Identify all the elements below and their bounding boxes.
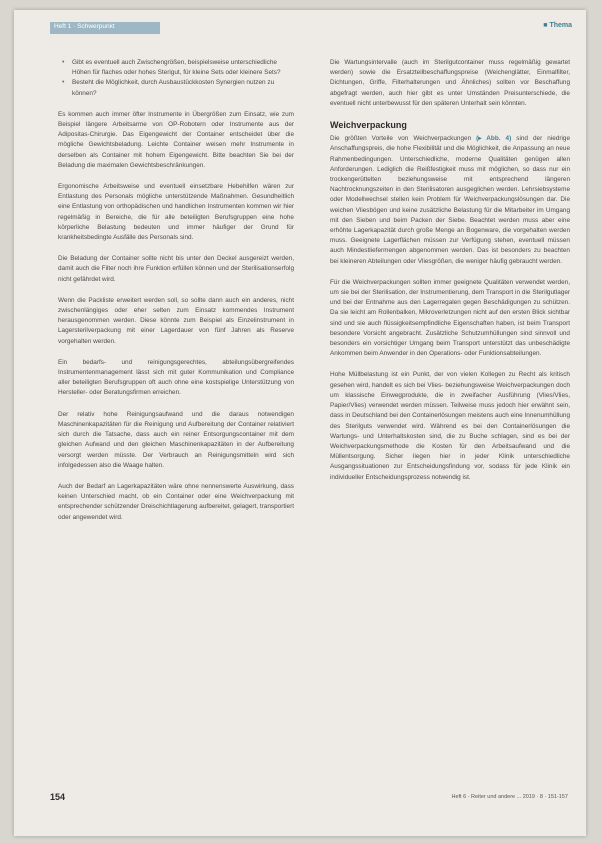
right-column <box>330 58 570 494</box>
figure-reference-link[interactable]: (▸ Abb. 4) <box>476 135 512 143</box>
paragraph-lead: Die größten Vorteile von Weichverpackungen <box>330 135 472 143</box>
bullet-list <box>58 58 294 99</box>
paragraph: Die Beladung der Container sollte nicht bis unter den Deckel ausgereizt werden, damit auch die Filter noch ihre Funktion erfüllen können und der Sterilisationserfolg nicht gefährdet wird. <box>58 255 294 283</box>
paragraph: Der relativ hohe Reinigungsaufwand und die daraus notwendigen Maschinenkapazitäten für die Reinigung und Aufbereitung der Container relativiert sich durch die Tatsache, dass auch ein reiner Entsorgungscontainer mit dem gleichen Aufwand und den gleichen Maschinenkapazitäten in der Aufbereitung versorgt werden müsste. Der Verbrauch an Reinigungsmitteln wird sich infolgedessen also die Waage halten. <box>58 410 294 469</box>
list-item-text: Gibt es eventuell auch Zwischengrößen, beispielsweise unterschiedliche Höhen für flaches oder hohes Sterigut, für kleine Sets oder kleinere Sets? <box>72 59 281 77</box>
square-icon: ■ <box>543 22 550 29</box>
paragraph: Wenn die Packliste erweitert werden soll, so sollte dann auch ein anderes, nicht zwischenlängiges oder eher selten zum Einsatz kommendes Instrument herausgenommen werden. Diese könnte zum Beispiel als Einzelinstrument in Lagersterilverpackung mit einer Lagerdauer von fünf Jahren als Reserve vorgehalten werden. <box>58 296 294 345</box>
paragraph: Es kommen auch immer öfter Instrumente in Übergrößen zum Einsatz, wie zum Beispiel längere Arbeitsarme von OP-Robotern oder Instrumente aus der Adipositas-Chirurgie. Das Eigengewicht der Container entscheidet über die mögliche Gewichtsbeladung. Leichte Container weisen mehr Instrumente in derselben als Container mit hohem Eigengewicht. Bitte beachten Sie bei der Beladung die maximalen Gewichtsbeschränkungen. <box>58 110 294 169</box>
list-item <box>62 58 294 78</box>
paragraph <box>330 134 570 267</box>
thema-badge <box>543 22 572 29</box>
left-column <box>58 58 294 534</box>
list-item-text: Besteht die Möglichkeit, durch Ausbaustückkosten Synergien nutzen zu können? <box>72 79 275 97</box>
paragraph: Auch der Bedarf an Lagerkapazitäten wäre ohne nennenswerte Auswirkung, dass keinen Unterschied macht, ob ein Container oder eine Weichverpackung mit entsprechender schützender Dreischichtlagerung aufbereitet, gelagert, transportiert oder angewendet wird. <box>58 482 294 521</box>
paragraph: Ergonomische Arbeitsweise und eventuell einsetzbare Hebehilfen wären zur Entlastung des Personals mögliche unterstützende Maßnahmen. Gesundheitlich eine Entlastung von orthopädischen und handlichen Instrumenten kommen wir hier regelmäßig in Bereiche, die für alle beteiligten Berufsgruppen eine hohe körperliche Belastung bedeuten und immer häufiger der Grund für krankheitsbedingte Ausfälle des Personals sind. <box>58 183 294 242</box>
footer-citation: Heft 6 · Reiter und andere ... 2019 · 8 · 151-157 <box>451 794 568 800</box>
paragraph: Hohe Müllbelastung ist ein Punkt, der von vielen Kollegen zu Recht als kritisch gesehen wird, handelt es sich bei Vlies- beziehungsweise Weichverpackungen doch um klassische Einwegprodukte, die in zweifacher Ausführung (Vlies/Vlies, Papier/Vlies) verwendet werden müssen. Teilweise muss jedoch hier erwähnt sein, dass in Deutschland bei den Containerlösungen meistens auch eine Innenumhüllung des Sterilguts verwendet wird. Während es bei den Containerlösungen die Wartungs- und Unterhaltskosten sind, die zu Buche schlagen, sind es bei der Weichverpackungsmethode die Kosten für den Arbeitsaufwand und die Müllentsorgung. Sicher liegen hier in jeder Klinik unterschiedliche Ausgangssituationen zur Entscheidungsfindung vor, sodass für jede Klinik ein individueller Entscheidungsprozess notwendig ist. <box>330 371 570 481</box>
badge-label: Thema <box>549 22 572 29</box>
bullet-icon: • <box>62 79 65 87</box>
bullet-icon: • <box>62 59 65 66</box>
page <box>14 10 586 836</box>
section-label: Heft 1 · Schwerpunkt <box>54 23 115 30</box>
paragraph: Ein bedarfs- und reinigungsgerechtes, abteilungsübergreifendes Instrumentenmanagement lässt sich mit guter Kommunikation und Compliance aller beteiligten Berufsgruppen oft auch ohne eine kostspielige Unterstützung von Hersteller- oder Beratungsfirmen erreichen. <box>58 358 294 397</box>
paragraph-body: sind der niedrige Anschaffungspreis, die hohe Flexibilität und die Möglichkeit, die Anpassung an neue Rahmenbedingungen. Unterschiedliche, moderne Qualitäten genügen allen Anforderungen. Lediglich die Reißfestigkeit muss mit möglichen, so dass nur ein trockengerüttelten beziehungsweise mit entsprechend längeren Nachtrocknungszeiten in den Sterilisatoren ausgeglichen werden. Lehrsiebsysteme oder Modellwechsel stellen kein Problem für Weichverpackungslösungen dar. Die weichen Vliesbögen und keine zusätzliche Belastung für die Mitarbeiter im Umgang mit den Sieben und beim Packen der Siebe. Beachtet werden muss aber eine erhöhte Lagerkapazität durch große Menge an Bogenware, die vorgehalten werden muss. Geeignete Lagerflächen müssen zur Verfügung stehen, eventuell müssen auch Mindestliefermengen abgenommen werden. Das ist besonders zu beachten bei kleineren Abteilungen oder Vliesgrößen, die weniger häufig gebraucht werden. <box>330 135 571 265</box>
page-number: 154 <box>50 792 66 802</box>
paragraph: Für die Weichverpackungen sollten immer geeignete Qualitäten verwendet werden, um sie bei der Sterilisation, der Instrumentierung, dem Transport in die Sterilgutlager und bei der Entnahme aus den Lagerregalen gegen Beschädigungen zu schützen. Da sie leicht am Rollenbalken, Mikroverletzungen nicht auf den ersten Blick sichtbar sind und sie auch flüssigkeitsempfindliche Eigenschaften haben, ist beim Transport besondere Vorsicht angebracht. Zusätzliche Schutzumhüllungen sind sinnvoll und besonders ein vorsichtiger Umgang beim Transport unterstützt das unbeschädigte Ankommen beim Anwender in den Operations- oder Funktionsabteilungen. <box>330 278 570 358</box>
list-item <box>62 78 294 98</box>
paragraph: Die Wartungsintervalle (auch im Sterilgutcontainer muss regelmäßig gewartet werden) sowie die Ersatzteilbeschaffungspreise (Weichenglätter, Einmalfilter, Dichtungen, Griffe, Filterhalterungen und Ähnliches) sollten vor Beschaffung abgefragt werden, auch hier gibt es unter Umständen Preisunterschiede, die eventuell nicht unterbewusst für den späteren Unterhalt sein könnten. <box>330 59 570 107</box>
section-heading: Weichverpackung <box>330 120 407 131</box>
